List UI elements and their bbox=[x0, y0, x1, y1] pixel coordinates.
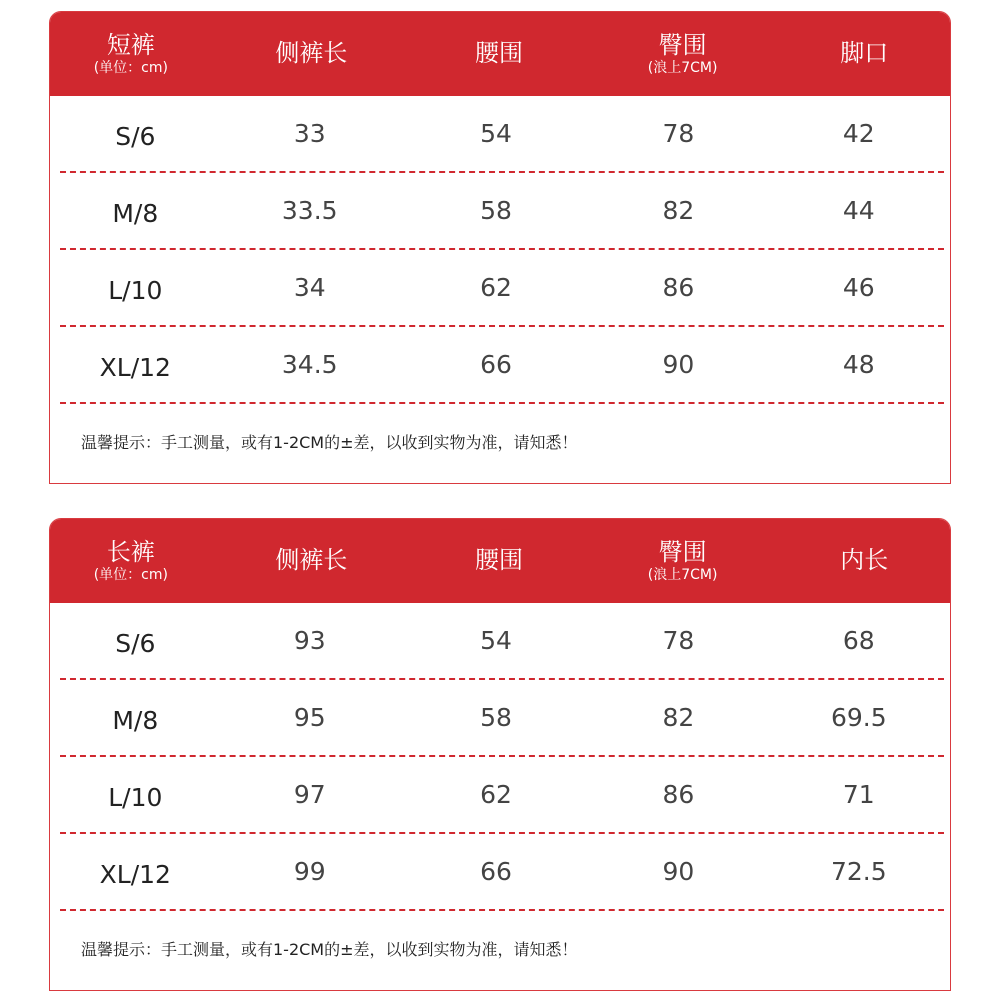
size-label: L/10 bbox=[108, 276, 163, 305]
cell-waist: 58 bbox=[480, 703, 512, 732]
cell-hip: 82 bbox=[662, 196, 695, 225]
cell-waist: 54 bbox=[480, 626, 512, 655]
header-subtitle: (单位：cm) bbox=[93, 60, 168, 77]
header-cell-waist bbox=[411, 547, 587, 575]
header-title: 侧裤长 bbox=[275, 546, 348, 575]
header-title: 腰围 bbox=[475, 546, 523, 575]
table-row bbox=[60, 603, 944, 680]
cell-hip: 86 bbox=[662, 780, 695, 809]
long-pants-size-table bbox=[49, 518, 951, 991]
header-subtitle: (浪上7CM) bbox=[647, 567, 718, 584]
cell-waist: 58 bbox=[480, 196, 512, 225]
header-cell-category bbox=[50, 32, 212, 77]
table-row bbox=[60, 757, 944, 834]
table-header bbox=[50, 519, 950, 603]
header-title: 内长 bbox=[840, 546, 889, 575]
cell-inseam: 68 bbox=[842, 626, 875, 655]
cell-side-length: 97 bbox=[293, 780, 326, 809]
cell-side-length: 34 bbox=[293, 273, 326, 302]
header-cell-category bbox=[50, 539, 212, 584]
header-title: 长裤 bbox=[106, 537, 155, 566]
header-cell-hip bbox=[587, 32, 779, 77]
cell-leg-opening: 48 bbox=[842, 350, 875, 379]
cell-hip: 90 bbox=[662, 350, 695, 379]
table-row bbox=[60, 96, 944, 173]
cell-waist: 66 bbox=[480, 350, 512, 379]
cell-side-length: 33 bbox=[293, 119, 326, 148]
header-subtitle: (单位：cm) bbox=[93, 567, 168, 584]
cell-hip: 86 bbox=[662, 273, 695, 302]
size-label: M/8 bbox=[112, 706, 159, 735]
cell-hip: 82 bbox=[662, 703, 695, 732]
cell-inseam: 71 bbox=[842, 780, 875, 809]
header-cell-side-length bbox=[212, 547, 412, 575]
header-title: 短裤 bbox=[106, 30, 155, 59]
cell-inseam: 69.5 bbox=[830, 703, 887, 732]
cell-inseam: 72.5 bbox=[830, 857, 887, 886]
table-row bbox=[60, 250, 944, 327]
header-title: 臀围 bbox=[658, 30, 707, 59]
cell-hip: 90 bbox=[662, 857, 695, 886]
cell-waist: 62 bbox=[480, 273, 512, 302]
size-label: L/10 bbox=[108, 783, 163, 812]
cell-side-length: 95 bbox=[293, 703, 326, 732]
cell-hip: 78 bbox=[662, 626, 695, 655]
header-title: 腰围 bbox=[475, 39, 523, 68]
cell-waist: 54 bbox=[480, 119, 512, 148]
header-cell-inseam bbox=[778, 547, 950, 575]
size-label: XL/12 bbox=[99, 353, 171, 382]
table-row bbox=[60, 834, 944, 911]
cell-hip: 78 bbox=[662, 119, 695, 148]
cell-side-length: 93 bbox=[293, 626, 326, 655]
cell-leg-opening: 44 bbox=[842, 196, 875, 225]
header-cell-side-length bbox=[212, 40, 412, 68]
header-title: 侧裤长 bbox=[275, 39, 348, 68]
short-pants-size-table bbox=[49, 11, 951, 484]
cell-side-length: 33.5 bbox=[281, 196, 338, 225]
header-title: 臀围 bbox=[658, 537, 707, 566]
cell-leg-opening: 42 bbox=[842, 119, 875, 148]
size-label: S/6 bbox=[115, 122, 156, 151]
size-label: XL/12 bbox=[99, 860, 171, 889]
cell-side-length: 99 bbox=[293, 857, 326, 886]
header-subtitle: (浪上7CM) bbox=[647, 60, 718, 77]
header-cell-leg-opening bbox=[778, 40, 950, 68]
table-row bbox=[60, 327, 944, 404]
header-title: 脚口 bbox=[840, 39, 889, 68]
table-row bbox=[60, 680, 944, 757]
table-row bbox=[60, 173, 944, 250]
cell-waist: 66 bbox=[480, 857, 512, 886]
header-cell-hip bbox=[587, 539, 779, 584]
measurement-note: 温馨提示：手工测量，或有1-2CM的±差，以收到实物为准，请知悉！ bbox=[81, 940, 578, 959]
size-label: M/8 bbox=[112, 199, 159, 228]
cell-side-length: 34.5 bbox=[281, 350, 338, 379]
header-cell-waist bbox=[411, 40, 587, 68]
table-header bbox=[50, 12, 950, 96]
cell-leg-opening: 46 bbox=[842, 273, 875, 302]
measurement-note: 温馨提示：手工测量，或有1-2CM的±差，以收到实物为准，请知悉！ bbox=[81, 433, 578, 452]
cell-waist: 62 bbox=[480, 780, 512, 809]
size-label: S/6 bbox=[115, 629, 156, 658]
